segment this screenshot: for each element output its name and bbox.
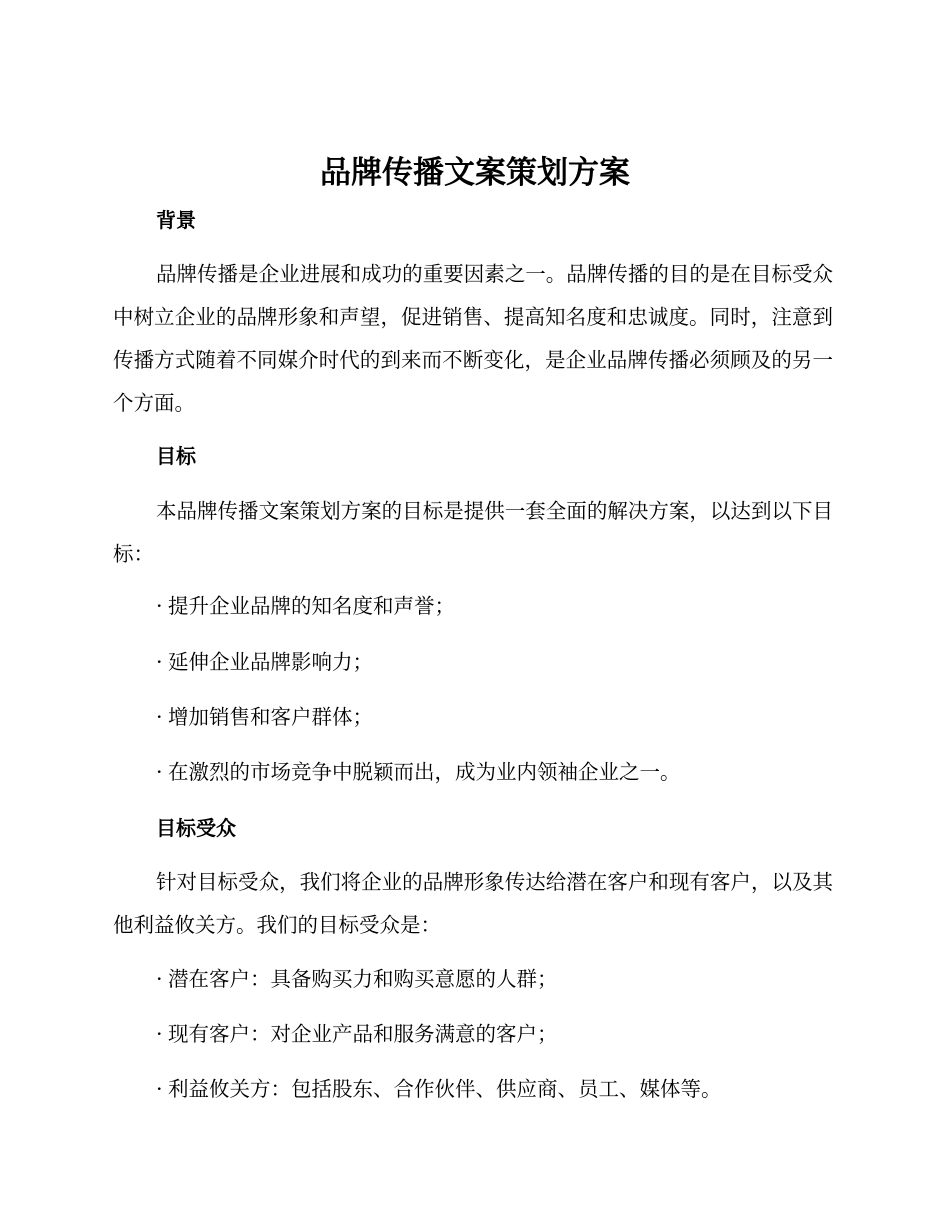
bullet-dot: · [156, 594, 163, 618]
bullet-dot: · [156, 760, 163, 784]
list-item [156, 1020, 558, 1048]
bullet-dot: · [156, 1077, 163, 1101]
document-title: 品牌传播文案策划方案 [320, 155, 630, 191]
list-item [156, 703, 373, 731]
list-item-text: 延伸企业品牌影响力； [168, 650, 373, 674]
list-item-text: 利益攸关方：包括股东、合作伙伴、供应商、员工、媒体等。 [168, 1077, 722, 1101]
list-item-text: 提升企业品牌的知名度和声誉； [168, 594, 455, 618]
section-heading-audience: 目标受众 [156, 816, 236, 840]
audience-paragraph: 针对目标受众，我们将企业的品牌形象传达给潜在客户和现有客户，以及其他利益攸关方。我们的目标受众是： [113, 870, 833, 937]
background-paragraph: 品牌传播是企业进展和成功的重要因素之一。品牌传播的目的是在目标受众中树立企业的品牌形象和声望，促进销售、提高知名度和忠诚度。同时，注意到传播方式随着不同媒介时代的到来而不断变化，是企业品牌传播必须顾及的另一个方面。 [113, 262, 833, 415]
section-heading-goals: 目标 [156, 444, 196, 468]
section-heading-background: 背景 [156, 208, 196, 232]
bullet-dot: · [156, 650, 163, 674]
goals-paragraph: 本品牌传播文案策划方案的目标是提供一套全面的解决方案，以达到以下目标： [113, 499, 833, 566]
list-item [156, 758, 681, 786]
list-item [156, 592, 455, 620]
list-item [156, 965, 558, 993]
list-item [156, 648, 373, 676]
bullet-dot: · [156, 1022, 163, 1046]
list-item-text: 现有客户：对企业产品和服务满意的客户； [168, 1022, 558, 1046]
list-item [156, 1075, 722, 1103]
bullet-dot: · [156, 705, 163, 729]
list-item-text: 增加销售和客户群体； [168, 705, 373, 729]
list-item-text: 在激烈的市场竞争中脱颖而出，成为业内领袖企业之一。 [168, 760, 681, 784]
list-item-text: 潜在客户：具备购买力和购买意愿的人群； [168, 967, 558, 991]
bullet-dot: · [156, 967, 163, 991]
